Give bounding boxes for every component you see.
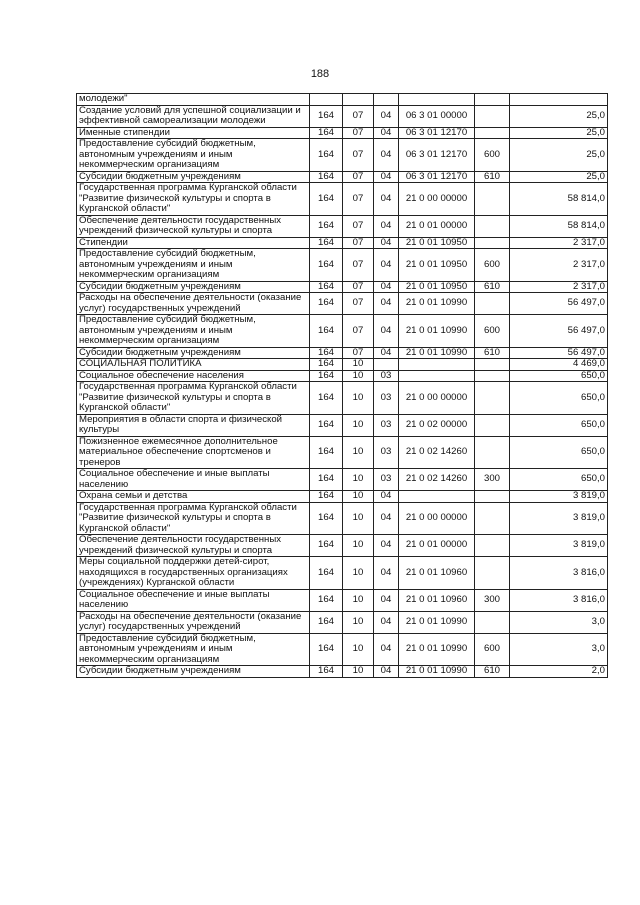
amount-cell: 25,0 bbox=[510, 171, 608, 183]
row-name-cell: Социальное обеспечение и иные выплаты населению bbox=[77, 589, 310, 611]
section-code-cell: 07 bbox=[343, 105, 374, 127]
target-article-cell bbox=[399, 94, 475, 106]
target-article-cell bbox=[399, 491, 475, 503]
expense-type-cell bbox=[475, 502, 510, 535]
ministry-code-cell: 164 bbox=[310, 469, 343, 491]
target-article-cell: 21 0 02 00000 bbox=[399, 414, 475, 436]
ministry-code-cell: 164 bbox=[310, 249, 343, 282]
subsection-code-cell bbox=[374, 359, 399, 371]
row-name-cell: Государственная программа Курганской области "Развитие физической культуры и спорта в Курганской области" bbox=[77, 502, 310, 535]
subsection-code-cell: 03 bbox=[374, 436, 399, 469]
expense-type-cell bbox=[475, 611, 510, 633]
target-article-cell: 21 0 01 10990 bbox=[399, 293, 475, 315]
ministry-code-cell: 164 bbox=[310, 414, 343, 436]
section-code-cell: 07 bbox=[343, 249, 374, 282]
ministry-code-cell bbox=[310, 94, 343, 106]
target-article-cell bbox=[399, 370, 475, 382]
section-code-cell: 07 bbox=[343, 237, 374, 249]
section-code-cell: 10 bbox=[343, 557, 374, 590]
row-name-cell: Социальное обеспечение и иные выплаты населению bbox=[77, 469, 310, 491]
row-name-cell: Предоставление субсидий бюджетным, автономным учреждениям и иным некоммерческим организациям bbox=[77, 633, 310, 666]
row-name-cell: Обеспечение деятельности государственных учреждений физической культуры и спорта bbox=[77, 215, 310, 237]
target-article-cell: 21 0 01 10950 bbox=[399, 249, 475, 282]
section-code-cell: 10 bbox=[343, 359, 374, 371]
section-code-cell: 10 bbox=[343, 370, 374, 382]
target-article-cell: 21 0 01 10950 bbox=[399, 237, 475, 249]
ministry-code-cell: 164 bbox=[310, 127, 343, 139]
amount-cell: 25,0 bbox=[510, 127, 608, 139]
subsection-code-cell: 04 bbox=[374, 666, 399, 678]
ministry-code-cell: 164 bbox=[310, 535, 343, 557]
section-code-cell: 10 bbox=[343, 611, 374, 633]
ministry-code-cell: 164 bbox=[310, 347, 343, 359]
ministry-code-cell: 164 bbox=[310, 139, 343, 172]
expense-type-cell: 600 bbox=[475, 139, 510, 172]
section-code-cell: 10 bbox=[343, 666, 374, 678]
expense-type-cell: 610 bbox=[475, 281, 510, 293]
target-article-cell: 06 3 01 00000 bbox=[399, 105, 475, 127]
expense-type-cell: 610 bbox=[475, 666, 510, 678]
table-row bbox=[77, 414, 608, 436]
amount-cell: 25,0 bbox=[510, 105, 608, 127]
row-name-cell: Расходы на обеспечение деятельности (оказание услуг) государственных учреждений bbox=[77, 293, 310, 315]
page-number: 188 bbox=[310, 68, 330, 80]
ministry-code-cell: 164 bbox=[310, 359, 343, 371]
expense-type-cell bbox=[475, 127, 510, 139]
amount-cell: 650,0 bbox=[510, 414, 608, 436]
table-row bbox=[77, 370, 608, 382]
amount-cell: 2 317,0 bbox=[510, 281, 608, 293]
subsection-code-cell: 04 bbox=[374, 633, 399, 666]
target-article-cell: 06 3 01 12170 bbox=[399, 139, 475, 172]
subsection-code-cell bbox=[374, 94, 399, 106]
ministry-code-cell: 164 bbox=[310, 237, 343, 249]
row-name-cell: Субсидии бюджетным учреждениям bbox=[77, 347, 310, 359]
amount-cell: 2 317,0 bbox=[510, 237, 608, 249]
table-row bbox=[77, 315, 608, 348]
section-code-cell: 07 bbox=[343, 171, 374, 183]
section-code-cell: 10 bbox=[343, 589, 374, 611]
expense-type-cell bbox=[475, 382, 510, 415]
ministry-code-cell: 164 bbox=[310, 293, 343, 315]
target-article-cell bbox=[399, 359, 475, 371]
table-row bbox=[77, 382, 608, 415]
row-name-cell: Предоставление субсидий бюджетным, автономным учреждениям и иным некоммерческим организациям bbox=[77, 139, 310, 172]
ministry-code-cell: 164 bbox=[310, 315, 343, 348]
table-row bbox=[77, 94, 608, 106]
table-row bbox=[77, 557, 608, 590]
expense-type-cell: 600 bbox=[475, 633, 510, 666]
target-article-cell: 21 0 02 14260 bbox=[399, 436, 475, 469]
subsection-code-cell: 04 bbox=[374, 293, 399, 315]
table-row bbox=[77, 347, 608, 359]
amount-cell: 650,0 bbox=[510, 382, 608, 415]
amount-cell: 2 317,0 bbox=[510, 249, 608, 282]
expense-type-cell bbox=[475, 94, 510, 106]
subsection-code-cell: 04 bbox=[374, 611, 399, 633]
amount-cell: 58 814,0 bbox=[510, 215, 608, 237]
ministry-code-cell: 164 bbox=[310, 382, 343, 415]
expense-type-cell: 600 bbox=[475, 249, 510, 282]
table-row bbox=[77, 215, 608, 237]
target-article-cell: 21 0 02 14260 bbox=[399, 469, 475, 491]
expense-type-cell bbox=[475, 293, 510, 315]
ministry-code-cell: 164 bbox=[310, 666, 343, 678]
section-code-cell: 07 bbox=[343, 281, 374, 293]
subsection-code-cell: 04 bbox=[374, 347, 399, 359]
section-code-cell: 10 bbox=[343, 382, 374, 415]
expense-type-cell bbox=[475, 183, 510, 216]
row-name-cell: Предоставление субсидий бюджетным, автономным учреждениям и иным некоммерческим организациям bbox=[77, 249, 310, 282]
subsection-code-cell: 04 bbox=[374, 105, 399, 127]
target-article-cell: 21 0 00 00000 bbox=[399, 502, 475, 535]
subsection-code-cell: 04 bbox=[374, 249, 399, 282]
subsection-code-cell: 04 bbox=[374, 281, 399, 293]
ministry-code-cell: 164 bbox=[310, 436, 343, 469]
target-article-cell: 21 0 00 00000 bbox=[399, 183, 475, 216]
section-code-cell: 10 bbox=[343, 535, 374, 557]
row-name-cell: Субсидии бюджетным учреждениям bbox=[77, 666, 310, 678]
table-row bbox=[77, 281, 608, 293]
target-article-cell: 21 0 01 00000 bbox=[399, 535, 475, 557]
amount-cell: 650,0 bbox=[510, 469, 608, 491]
expense-type-cell bbox=[475, 491, 510, 503]
subsection-code-cell: 04 bbox=[374, 171, 399, 183]
subsection-code-cell: 03 bbox=[374, 382, 399, 415]
target-article-cell: 06 3 01 12170 bbox=[399, 171, 475, 183]
ministry-code-cell: 164 bbox=[310, 171, 343, 183]
row-name-cell: Обеспечение деятельности государственных учреждений физической культуры и спорта bbox=[77, 535, 310, 557]
amount-cell: 3 819,0 bbox=[510, 502, 608, 535]
table-row bbox=[77, 633, 608, 666]
subsection-code-cell: 04 bbox=[374, 139, 399, 172]
expense-type-cell bbox=[475, 557, 510, 590]
table-row bbox=[77, 666, 608, 678]
target-article-cell: 21 0 01 10950 bbox=[399, 281, 475, 293]
row-name-cell: Расходы на обеспечение деятельности (оказание услуг) государственных учреждений bbox=[77, 611, 310, 633]
section-code-cell bbox=[343, 94, 374, 106]
target-article-cell: 21 0 01 10990 bbox=[399, 315, 475, 348]
target-article-cell: 21 0 01 00000 bbox=[399, 215, 475, 237]
table-row bbox=[77, 491, 608, 503]
row-name-cell: Государственная программа Курганской области "Развитие физической культуры и спорта в Курганской области" bbox=[77, 382, 310, 415]
subsection-code-cell: 04 bbox=[374, 502, 399, 535]
ministry-code-cell: 164 bbox=[310, 611, 343, 633]
expense-type-cell: 300 bbox=[475, 589, 510, 611]
table-row bbox=[77, 139, 608, 172]
subsection-code-cell: 04 bbox=[374, 215, 399, 237]
table-row bbox=[77, 436, 608, 469]
amount-cell: 2,0 bbox=[510, 666, 608, 678]
section-code-cell: 10 bbox=[343, 414, 374, 436]
expense-type-cell bbox=[475, 414, 510, 436]
amount-cell: 650,0 bbox=[510, 370, 608, 382]
row-name-cell: Создание условий для успешной социализации и эффективной самореализации молодежи bbox=[77, 105, 310, 127]
amount-cell: 56 497,0 bbox=[510, 315, 608, 348]
ministry-code-cell: 164 bbox=[310, 183, 343, 216]
subsection-code-cell: 04 bbox=[374, 491, 399, 503]
amount-cell bbox=[510, 94, 608, 106]
expense-type-cell: 600 bbox=[475, 315, 510, 348]
ministry-code-cell: 164 bbox=[310, 491, 343, 503]
row-name-cell: Меры социальной поддержки детей-сирот, находящихся в государственных организациях (учреждениях) Курганской области bbox=[77, 557, 310, 590]
table-row bbox=[77, 589, 608, 611]
amount-cell: 56 497,0 bbox=[510, 347, 608, 359]
section-code-cell: 07 bbox=[343, 315, 374, 348]
amount-cell: 3 819,0 bbox=[510, 491, 608, 503]
ministry-code-cell: 164 bbox=[310, 557, 343, 590]
amount-cell: 4 469,0 bbox=[510, 359, 608, 371]
budget-table bbox=[76, 93, 608, 678]
section-code-cell: 07 bbox=[343, 347, 374, 359]
section-code-cell: 10 bbox=[343, 491, 374, 503]
subsection-code-cell: 04 bbox=[374, 557, 399, 590]
table-row bbox=[77, 105, 608, 127]
table-row bbox=[77, 469, 608, 491]
subsection-code-cell: 03 bbox=[374, 414, 399, 436]
budget-table-body bbox=[77, 94, 608, 678]
row-name-cell: Государственная программа Курганской области "Развитие физической культуры и спорта в Курганской области" bbox=[77, 183, 310, 216]
row-name-cell: Субсидии бюджетным учреждениям bbox=[77, 171, 310, 183]
subsection-code-cell: 03 bbox=[374, 469, 399, 491]
expense-type-cell: 610 bbox=[475, 171, 510, 183]
amount-cell: 3,0 bbox=[510, 633, 608, 666]
section-code-cell: 10 bbox=[343, 469, 374, 491]
ministry-code-cell: 164 bbox=[310, 281, 343, 293]
table-row bbox=[77, 535, 608, 557]
expense-type-cell bbox=[475, 359, 510, 371]
expense-type-cell bbox=[475, 370, 510, 382]
expense-type-cell bbox=[475, 237, 510, 249]
row-name-cell: Стипендии bbox=[77, 237, 310, 249]
row-name-cell: Мероприятия в области спорта и физической культуры bbox=[77, 414, 310, 436]
ministry-code-cell: 164 bbox=[310, 633, 343, 666]
row-name-cell: СОЦИАЛЬНАЯ ПОЛИТИКА bbox=[77, 359, 310, 371]
section-code-cell: 10 bbox=[343, 436, 374, 469]
subsection-code-cell: 04 bbox=[374, 127, 399, 139]
section-code-cell: 07 bbox=[343, 215, 374, 237]
target-article-cell: 21 0 01 10960 bbox=[399, 557, 475, 590]
row-name-cell: Социальное обеспечение населения bbox=[77, 370, 310, 382]
table-row bbox=[77, 359, 608, 371]
target-article-cell: 21 0 00 00000 bbox=[399, 382, 475, 415]
target-article-cell: 21 0 01 10990 bbox=[399, 611, 475, 633]
subsection-code-cell: 04 bbox=[374, 237, 399, 249]
table-row bbox=[77, 611, 608, 633]
ministry-code-cell: 164 bbox=[310, 370, 343, 382]
section-code-cell: 07 bbox=[343, 127, 374, 139]
section-code-cell: 10 bbox=[343, 502, 374, 535]
amount-cell: 3,0 bbox=[510, 611, 608, 633]
ministry-code-cell: 164 bbox=[310, 589, 343, 611]
amount-cell: 3 816,0 bbox=[510, 589, 608, 611]
amount-cell: 3 816,0 bbox=[510, 557, 608, 590]
table-row bbox=[77, 183, 608, 216]
ministry-code-cell: 164 bbox=[310, 215, 343, 237]
expense-type-cell bbox=[475, 535, 510, 557]
subsection-code-cell: 03 bbox=[374, 370, 399, 382]
table-row bbox=[77, 293, 608, 315]
row-name-cell: Именные стипендии bbox=[77, 127, 310, 139]
subsection-code-cell: 04 bbox=[374, 183, 399, 216]
expense-type-cell bbox=[475, 436, 510, 469]
amount-cell: 3 819,0 bbox=[510, 535, 608, 557]
target-article-cell: 21 0 01 10990 bbox=[399, 633, 475, 666]
target-article-cell: 21 0 01 10990 bbox=[399, 666, 475, 678]
section-code-cell: 07 bbox=[343, 139, 374, 172]
target-article-cell: 21 0 01 10960 bbox=[399, 589, 475, 611]
subsection-code-cell: 04 bbox=[374, 535, 399, 557]
target-article-cell: 06 3 01 12170 bbox=[399, 127, 475, 139]
expense-type-cell bbox=[475, 105, 510, 127]
amount-cell: 58 814,0 bbox=[510, 183, 608, 216]
ministry-code-cell: 164 bbox=[310, 502, 343, 535]
row-name-cell: молодежи" bbox=[77, 94, 310, 106]
section-code-cell: 07 bbox=[343, 183, 374, 216]
ministry-code-cell: 164 bbox=[310, 105, 343, 127]
target-article-cell: 21 0 01 10990 bbox=[399, 347, 475, 359]
section-code-cell: 10 bbox=[343, 633, 374, 666]
row-name-cell: Пожизненное ежемесячное дополнительное материальное обеспечение спортсменов и тренеров bbox=[77, 436, 310, 469]
subsection-code-cell: 04 bbox=[374, 589, 399, 611]
row-name-cell: Субсидии бюджетным учреждениям bbox=[77, 281, 310, 293]
expense-type-cell bbox=[475, 215, 510, 237]
amount-cell: 25,0 bbox=[510, 139, 608, 172]
table-row bbox=[77, 249, 608, 282]
row-name-cell: Охрана семьи и детства bbox=[77, 491, 310, 503]
subsection-code-cell: 04 bbox=[374, 315, 399, 348]
table-row bbox=[77, 237, 608, 249]
table-row bbox=[77, 171, 608, 183]
expense-type-cell: 300 bbox=[475, 469, 510, 491]
amount-cell: 56 497,0 bbox=[510, 293, 608, 315]
section-code-cell: 07 bbox=[343, 293, 374, 315]
row-name-cell: Предоставление субсидий бюджетным, автономным учреждениям и иным некоммерческим организациям bbox=[77, 315, 310, 348]
amount-cell: 650,0 bbox=[510, 436, 608, 469]
table-row bbox=[77, 502, 608, 535]
table-row bbox=[77, 127, 608, 139]
expense-type-cell: 610 bbox=[475, 347, 510, 359]
